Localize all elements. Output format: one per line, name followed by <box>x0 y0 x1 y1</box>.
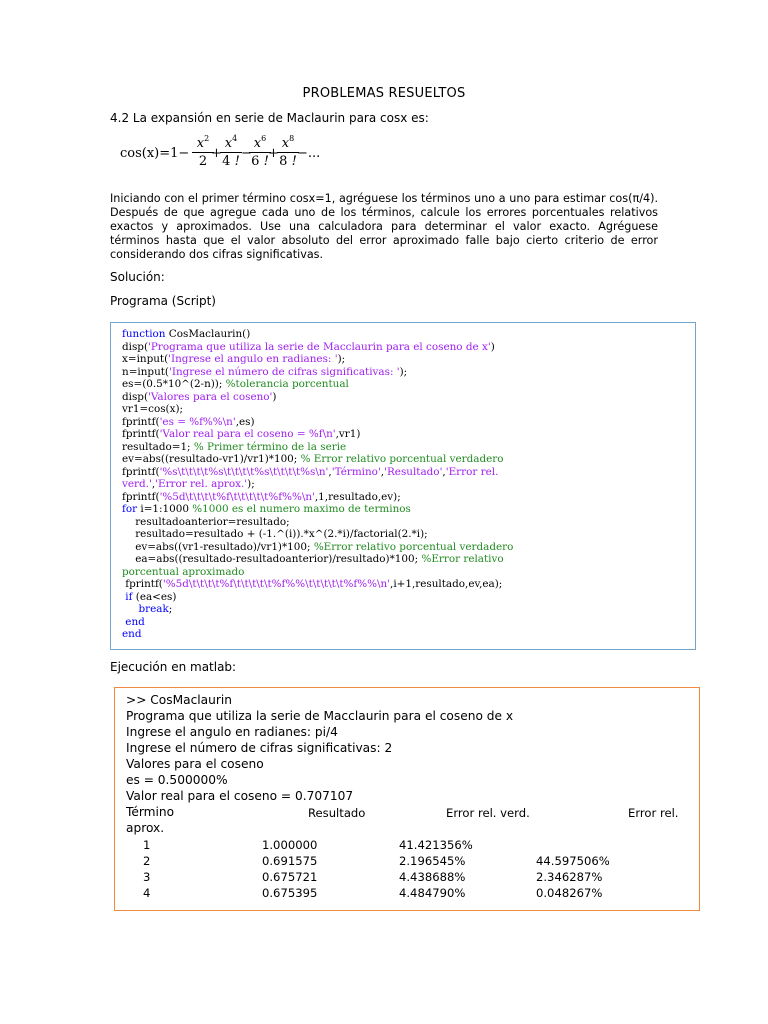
header-error-verd: Error rel. verd. <box>446 806 530 820</box>
formula-operator: + <box>268 146 279 161</box>
row-result: 0.691575 <box>262 854 318 868</box>
code-token: 'Error rel. <box>445 465 499 478</box>
code-token: fprintf( <box>122 415 160 428</box>
header-aprox: aprox. <box>126 821 165 835</box>
code-token: resultado=1; <box>122 440 194 453</box>
code-token: ) <box>490 340 495 353</box>
code-token: ev=abs((resultado-vr1)/vr1)*100; <box>122 453 301 465</box>
problem-description: Iniciando con el primer término cosx=1, agréguese los términos uno a uno para estimar cos(π/4). Después de que agregue cada uno de los términos, calcule los errores porcentuales relativos exactos y aproximados. Use una calculadora para determinar el valor exacto. Agréguese términos hasta que el valor absoluto del error aproximado falle bajo cierto criterio de error considerando dos cifras significativas. <box>110 192 658 261</box>
code-token: ); <box>247 478 255 490</box>
output-box <box>114 687 700 911</box>
code-token: % Primer término de la serie <box>193 440 347 453</box>
formula-operator: − <box>241 146 252 161</box>
code-token: fprintf( <box>122 578 163 590</box>
formula-term: $x^2$ 2 <box>192 134 214 169</box>
code-token: resultadoanterior=resultado; <box>122 515 290 528</box>
code-token: resultado=resultado + (-1.^(i)).*x^(2.*i)/factorial(2.*i); <box>122 528 428 540</box>
code-token: for <box>122 503 138 515</box>
code-token: break <box>138 603 169 615</box>
row-term: 2 <box>143 854 151 868</box>
solution-label: Solución: <box>110 270 165 284</box>
code-token: '%5d\t\t\t\t%f\t\t\t\t\t%f%%\n' <box>159 490 315 503</box>
code-token: disp( <box>122 390 149 403</box>
matlab-code <box>122 328 513 641</box>
code-token: vr1=cos(x); <box>122 403 184 415</box>
output-line: Valores para el coseno <box>126 757 264 771</box>
code-token: end <box>122 615 145 628</box>
code-token <box>122 603 139 615</box>
code-token: '%s\t\t\t\t%s\t\t\t\t%s\t\t\t\t%s\n' <box>159 465 329 478</box>
output-line: es = 0.500000% <box>126 773 228 787</box>
code-token: % Error relativo porcentual verdadero <box>300 453 504 465</box>
page-title: PROBLEMAS RESUELTOS <box>302 86 466 101</box>
code-token: ,es) <box>235 415 255 428</box>
code-token: 'es = %f%%\n' <box>159 415 236 428</box>
code-box <box>110 322 696 650</box>
row-result: 1.000000 <box>262 838 318 852</box>
output-line: Ingrese el angulo en radianes: pi/4 <box>126 725 338 739</box>
row-error-aprox: 44.597506% <box>536 854 610 868</box>
formula-term: $x^4$ 4 ! <box>220 134 242 169</box>
code-token: 'Valores para el coseno' <box>148 390 273 403</box>
code-token: , <box>328 465 332 478</box>
row-error-aprox: 2.346287% <box>536 870 603 884</box>
problem-heading: 4.2 La expansión en serie de Maclaurin para cosx es: <box>110 111 429 125</box>
code-token: fprintf( <box>122 490 160 503</box>
code-token: CosMaclaurin() <box>165 328 251 340</box>
code-token: 'Resultado' <box>384 465 443 478</box>
code-token: %tolerancia porcentual <box>225 378 349 390</box>
code-token: disp( <box>122 340 149 353</box>
formula-lhs: cos(x)=1− <box>120 146 190 161</box>
output-line: Ingrese el número de cifras significativas: 2 <box>126 741 393 755</box>
program-label: Programa (Script) <box>110 294 216 308</box>
code-token: fprintf( <box>122 465 160 478</box>
code-token: ,i+1,resultado,ev,ea); <box>390 578 503 590</box>
formula-operator: −... <box>297 146 321 161</box>
execution-label: Ejecución en matlab: <box>110 660 237 674</box>
code-token: es=(0.5*10^(2-n)); <box>122 378 226 390</box>
header-error-rel: Error rel. <box>628 806 679 820</box>
code-token: ); <box>399 365 408 378</box>
code-token: ev=abs((vr1-resultado)/vr1)*100; <box>122 540 314 553</box>
formula-term: $x^8$ 8 ! <box>277 134 299 169</box>
code-token: n=input( <box>122 365 169 378</box>
header-termino: Término <box>126 805 175 819</box>
code-token: 'Programa que utiliza la serie de Macclaurin para el coseno de x' <box>148 340 491 353</box>
code-token: (ea<es) <box>132 590 177 603</box>
row-term: 4 <box>143 886 151 900</box>
row-error-verd: 4.484790% <box>399 886 466 900</box>
code-token: , <box>380 465 385 478</box>
row-error-verd: 2.196545% <box>399 854 466 868</box>
output-line: >> CosMaclaurin <box>126 693 232 707</box>
code-token: ) <box>272 390 277 403</box>
row-result: 0.675395 <box>262 886 318 900</box>
row-error-verd: 4.438688% <box>399 870 466 884</box>
code-token: porcentual aproximado <box>122 565 245 578</box>
code-token: ea=abs((resultado-resultadoanterior)/resultado)*100; <box>122 553 422 565</box>
code-token: 'Término' <box>331 465 381 478</box>
code-token: i=1:1000 <box>137 503 193 515</box>
code-token: function <box>122 328 166 340</box>
code-token: , <box>442 465 446 478</box>
row-error-aprox: 0.048267% <box>536 886 603 900</box>
code-token: x=input( <box>122 353 169 365</box>
code-token: ,1,resultado,ev); <box>314 490 401 503</box>
code-token: end <box>122 628 142 640</box>
row-error-verd: 41.421356% <box>399 838 473 852</box>
code-token: , <box>151 478 156 490</box>
code-token: if <box>122 590 133 603</box>
code-token: %Error relativo <box>421 553 504 565</box>
code-token: 'Valor real para el coseno = %f\n' <box>159 428 336 440</box>
formula-operator: + <box>211 146 222 161</box>
code-token: verd.' <box>122 478 152 490</box>
header-resultado: Resultado <box>308 806 366 820</box>
code-token: 'Error rel. aprox.' <box>155 478 248 490</box>
row-result: 0.675721 <box>262 870 318 884</box>
code-token: 'Ingrese el angulo en radianes: ' <box>168 353 338 365</box>
code-token: %1000 es el numero maximo de terminos <box>192 503 411 515</box>
code-token: ); <box>337 353 346 365</box>
code-token: %Error relativo porcentual verdadero <box>313 540 514 553</box>
code-token: 'Ingrese el número de cifras significativas: ' <box>169 365 400 378</box>
output-line: Programa que utiliza la serie de Macclaurin para el coseno de x <box>126 709 514 723</box>
formula-term: $x^6$ 6 ! <box>249 134 271 169</box>
row-term: 1 <box>143 838 151 852</box>
code-token: ,vr1) <box>335 428 361 440</box>
code-token: '%5d\t\t\t\t%f\t\t\t\t\t%f%%\t\t\t\t\t%f%%\n' <box>162 578 391 590</box>
row-term: 3 <box>143 870 151 884</box>
code-token: ; <box>168 603 173 615</box>
code-token: fprintf( <box>122 428 160 440</box>
output-line: Valor real para el coseno = 0.707107 <box>126 789 354 803</box>
